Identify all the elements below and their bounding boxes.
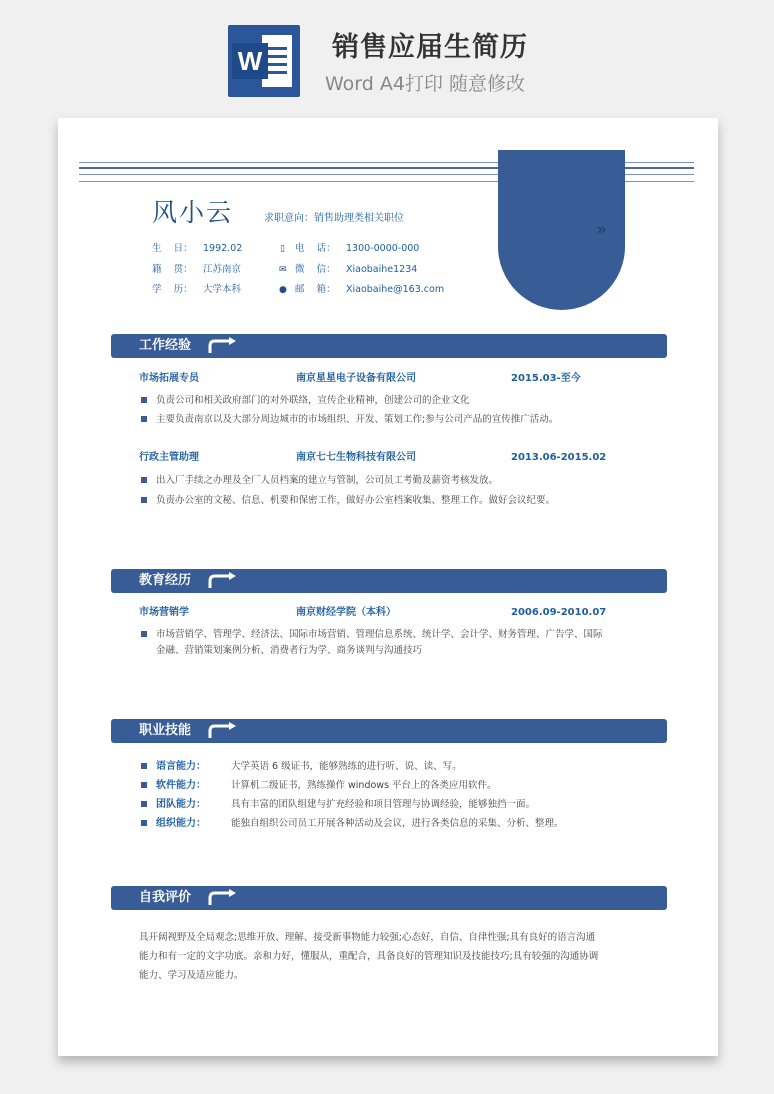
section-title-skills: 职业技能 [139, 723, 192, 738]
skill-desc: 具有丰富的团队组建与扩充经验和项目管理与协调经验，能够独挡一面。 [231, 799, 536, 810]
edu-school: 南京财经学院（本科） [296, 607, 396, 618]
photo-placeholder[interactable] [498, 150, 625, 310]
bullet-square [141, 801, 147, 807]
job-duty: 主要负责南京以及大部分周边城市的市场组织、开发、策划工作;参与公司产品的宣传推广活动。 [156, 414, 559, 425]
bullet-square [141, 763, 147, 769]
job-title: 行政主管助理 [139, 452, 199, 463]
skill-desc: 计算机二级证书，熟练操作 windows 平台上的各类应用软件。 [231, 780, 497, 791]
info-wechat-value: Xiaobaihe1234 [346, 264, 418, 275]
bullet-square [141, 782, 147, 788]
job-duty: 出入厂手续之办理及全厂人员档案的建立与管制，公司员工考勤及薪资考核发放。 [156, 475, 499, 486]
info-origin-value: 江苏南京 [203, 264, 242, 275]
job-date: 2015.03-至今 [511, 373, 581, 384]
bullet-square [141, 416, 147, 422]
edu-major: 市场营销学 [139, 607, 189, 618]
skill-key: 团队能力： [156, 799, 206, 810]
job-date: 2013.06-2015.02 [511, 452, 607, 463]
skill-key: 组织能力： [156, 818, 206, 829]
info-phone-label: 电 话： [295, 243, 336, 254]
bullet-square [141, 497, 147, 503]
info-birth-label: 生 日： [152, 243, 193, 254]
info-wechat-label: 微 信： [295, 264, 336, 275]
chevron-right-icon: » [596, 219, 608, 240]
section-bar-work [111, 334, 667, 358]
job-duty: 负责公司和相关政府部门的对外联络，宣传企业精神，创建公司的企业文化 [156, 395, 470, 406]
curved-arrow-icon [207, 722, 239, 740]
banner-title: 销售应届生简历 [332, 32, 528, 63]
job-company: 南京星星电子设备有限公司 [296, 373, 416, 384]
job-duty: 负责办公室的文秘、信息、机要和保密工作，做好办公室档案收集、整理工作。做好会议纪要。 [156, 495, 556, 506]
section-title-work: 工作经验 [139, 338, 192, 353]
skill-key: 语言能力： [156, 761, 206, 772]
bullet-square [141, 397, 147, 403]
self-eval-line: 具开阔视野及全局观念;思维开放、理解、接受新事物能力较强;心态好，自信、自律性强;具有良好的语言沟通 [139, 932, 596, 943]
info-degree-value: 大学本科 [203, 284, 242, 295]
info-origin-label: 籍 贯： [152, 264, 193, 275]
word-logo-icon [228, 25, 300, 97]
candidate-name: 风小云 [152, 198, 234, 227]
skill-desc: 大学英语 6 级证书，能够熟练的进行听、说、读、写。 [231, 761, 462, 772]
section-bar-skills [111, 719, 667, 743]
info-email-value: Xiaobaihe@163.com [346, 284, 445, 295]
curved-arrow-icon [207, 572, 239, 590]
job-company: 南京七七生物科技有限公司 [296, 452, 416, 463]
section-bar-education [111, 569, 667, 593]
job-intent: 求职意向：销售助理类相关职位 [264, 213, 404, 224]
info-degree-label: 学 历： [152, 284, 193, 295]
edu-courses-line: 市场营销学、管理学、经济法、国际市场营销、管理信息系统、统计学、会计学、财务管理、广告学、国际 [156, 629, 603, 640]
self-eval-line: 能力和有一定的文字功底。亲和力好，懂服从，重配合，具备良好的管理知识及技能技巧;具有较强的沟通协调 [139, 951, 599, 962]
section-bar-self [111, 886, 667, 910]
info-email-label: 邮 箱： [295, 284, 336, 295]
info-birth-value: 1992.02 [203, 243, 243, 254]
job-title: 市场拓展专员 [139, 373, 199, 384]
bullet-square [141, 477, 147, 483]
edu-date: 2006.09-2010.07 [511, 607, 607, 618]
skill-key: 软件能力： [156, 780, 206, 791]
curved-arrow-icon [207, 337, 239, 355]
banner-subtitle: Word A4打印 随意修改 [325, 73, 526, 95]
wechat-icon: ✉ [279, 265, 287, 275]
self-eval-paragraph [139, 928, 659, 985]
phone-icon: ▯ [280, 244, 285, 254]
section-title-education: 教育经历 [139, 573, 192, 588]
info-phone-value: 1300-0000-000 [346, 243, 420, 254]
self-eval-line: 能力、学习及适应能力。 [139, 970, 244, 981]
bullet-square [141, 820, 147, 826]
edu-courses-line: 金融、营销策划案例分析、消费者行为学、商务谈判与沟通技巧 [156, 645, 423, 656]
curved-arrow-icon [207, 889, 239, 907]
word-logo-letter: W [232, 43, 268, 79]
mail-icon: ● [279, 285, 287, 295]
skill-desc: 能独自组织公司员工开展各种活动及会议，进行各类信息的采集、分析、整理。 [231, 818, 564, 829]
bullet-square [141, 631, 147, 637]
section-title-self: 自我评价 [139, 890, 192, 905]
